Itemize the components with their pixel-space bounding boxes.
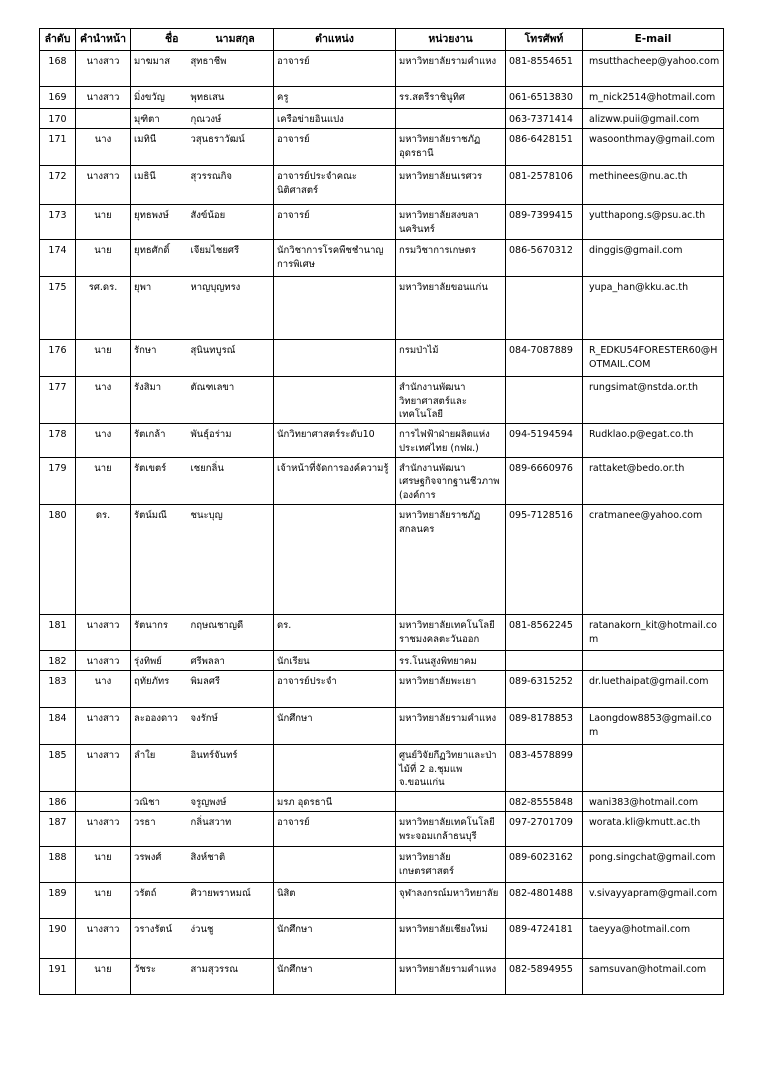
row-title: นาย	[76, 204, 131, 239]
row-title: นาย	[76, 239, 131, 276]
row-number: 169	[40, 87, 76, 109]
row-phone: 094-5194594	[506, 424, 583, 458]
row-last-name: สุทธาชีพ	[188, 51, 274, 87]
row-position: นิสิต	[274, 882, 396, 918]
header-organization: หน่วยงาน	[396, 29, 506, 51]
header-no: ลำดับ	[40, 29, 76, 51]
table-row	[40, 51, 724, 87]
row-number: 178	[40, 424, 76, 458]
table-row	[40, 707, 724, 744]
table-row	[40, 846, 724, 882]
row-email: dr.luethaipat@gmail.com	[583, 670, 724, 707]
row-position	[274, 376, 396, 423]
table-row	[40, 87, 724, 109]
row-title: นาง	[76, 376, 131, 423]
row-first-name: วณิชา	[131, 792, 188, 812]
row-phone: 089-4724181	[506, 918, 583, 958]
row-number: 180	[40, 504, 76, 614]
table-header-row	[40, 29, 724, 51]
row-phone: 081-8554651	[506, 51, 583, 87]
row-title: ดร.	[76, 504, 131, 614]
row-organization	[396, 109, 506, 129]
row-first-name: รัตนากร	[131, 614, 188, 650]
row-email: Rudklao.p@egat.co.th	[583, 424, 724, 458]
row-number: 175	[40, 276, 76, 339]
row-organization: มหาวิทยาลัยเทคโนโลยีพระจอมเกล้าธนบุรี	[396, 811, 506, 846]
row-first-name: เมธินี	[131, 165, 188, 204]
row-last-name: จงรักษ์	[188, 707, 274, 744]
table-row	[40, 504, 724, 614]
row-email: R_EDKU54FORESTER60@HOTMAIL.COM	[583, 339, 724, 376]
row-number: 184	[40, 707, 76, 744]
table-row	[40, 958, 724, 994]
row-phone	[506, 650, 583, 670]
row-phone: 089-8178853	[506, 707, 583, 744]
row-phone: 089-7399415	[506, 204, 583, 239]
row-phone: 089-6023162	[506, 846, 583, 882]
row-position: นักวิชาการโรคพืชชำนาญการพิเศษ	[274, 239, 396, 276]
table-row	[40, 376, 724, 423]
row-first-name: วรางรัตน์	[131, 918, 188, 958]
row-position: ดร.	[274, 614, 396, 650]
table-row	[40, 128, 724, 165]
row-organization: มหาวิทยาลัยรามคำแหง	[396, 958, 506, 994]
row-first-name: มิ่งขวัญ	[131, 87, 188, 109]
row-email: rattaket@bedo.or.th	[583, 457, 724, 504]
row-email	[583, 650, 724, 670]
row-first-name: รัตเขตร์	[131, 457, 188, 504]
row-email: wani383@hotmail.com	[583, 792, 724, 812]
row-organization: มหาวิทยาลัยเกษตรศาสตร์	[396, 846, 506, 882]
row-first-name: วรัตถ์	[131, 882, 188, 918]
row-organization: กรมป่าไม้	[396, 339, 506, 376]
row-title: นางสาว	[76, 165, 131, 204]
row-organization: มหาวิทยาลัยนเรศวร	[396, 165, 506, 204]
row-first-name: มุฑิตา	[131, 109, 188, 129]
row-email: rungsimat@nstda.or.th	[583, 376, 724, 423]
header-email: E-mail	[583, 29, 724, 51]
row-first-name: เมทินี	[131, 128, 188, 165]
row-email: msutthacheep@yahoo.com	[583, 51, 724, 87]
table-row	[40, 918, 724, 958]
row-last-name: จรูญพงษ์	[188, 792, 274, 812]
row-last-name: ตัณฑเลขา	[188, 376, 274, 423]
row-position: เครือข่ายอินแปง	[274, 109, 396, 129]
row-number: 182	[40, 650, 76, 670]
row-position: อาจารย์	[274, 811, 396, 846]
row-position: ครู	[274, 87, 396, 109]
row-title: นางสาว	[76, 51, 131, 87]
row-title: นาง	[76, 670, 131, 707]
row-phone: 063-7371414	[506, 109, 583, 129]
row-number: 179	[40, 457, 76, 504]
row-position	[274, 339, 396, 376]
row-email: ratanakorn_kit@hotmail.com	[583, 614, 724, 650]
row-position: อาจารย์	[274, 128, 396, 165]
row-organization: การไฟฟ้าฝ่ายผลิตแห่งประเทศไทย (กฟผ.)	[396, 424, 506, 458]
row-organization: มหาวิทยาลัยราชภัฏสกลนคร	[396, 504, 506, 614]
table-row	[40, 276, 724, 339]
row-last-name: เชยกลิ่น	[188, 457, 274, 504]
row-phone: 081-8562245	[506, 614, 583, 650]
row-phone	[506, 276, 583, 339]
row-last-name: วสุนธราวัฒน์	[188, 128, 274, 165]
table-row	[40, 109, 724, 129]
row-first-name: รัตเกล้า	[131, 424, 188, 458]
row-number: 171	[40, 128, 76, 165]
row-title: นาย	[76, 958, 131, 994]
row-last-name: สุวรรณกิจ	[188, 165, 274, 204]
row-title: นาง	[76, 128, 131, 165]
row-title	[76, 109, 131, 129]
row-number: 170	[40, 109, 76, 129]
row-last-name: ศิวายพราหมณ์	[188, 882, 274, 918]
row-organization: สำนักงานพัฒนาวิทยาศาสตร์และเทคโนโลยี	[396, 376, 506, 423]
row-last-name: กลิ่นสวาท	[188, 811, 274, 846]
row-email: yupa_han@kku.ac.th	[583, 276, 724, 339]
row-number: 188	[40, 846, 76, 882]
row-organization: จุฬาลงกรณ์มหาวิทยาลัย	[396, 882, 506, 918]
row-last-name: เจียมไชยศรี	[188, 239, 274, 276]
row-email	[583, 744, 724, 791]
row-title	[76, 792, 131, 812]
row-email: taeyya@hotmail.com	[583, 918, 724, 958]
row-position: นักศึกษา	[274, 707, 396, 744]
row-email: wasoonthmay@gmail.com	[583, 128, 724, 165]
row-organization: กรมวิชาการเกษตร	[396, 239, 506, 276]
row-title: นางสาว	[76, 744, 131, 791]
row-last-name: สิงห์ชาติ	[188, 846, 274, 882]
row-position: อาจารย์	[274, 51, 396, 87]
row-position: อาจารย์	[274, 204, 396, 239]
row-number: 177	[40, 376, 76, 423]
row-organization	[396, 792, 506, 812]
table-row	[40, 792, 724, 812]
row-phone: 082-4801488	[506, 882, 583, 918]
row-phone: 084-7087889	[506, 339, 583, 376]
row-title: นาย	[76, 339, 131, 376]
row-position: นักเรียน	[274, 650, 396, 670]
row-email: dinggis@gmail.com	[583, 239, 724, 276]
table-row	[40, 650, 724, 670]
row-last-name: อินทร์จันทร์	[188, 744, 274, 791]
row-last-name: ศรีพลลา	[188, 650, 274, 670]
row-number: 191	[40, 958, 76, 994]
row-title: นางสาว	[76, 707, 131, 744]
row-phone: 086-6428151	[506, 128, 583, 165]
row-first-name: วรธา	[131, 811, 188, 846]
row-organization: สำนักงานพัฒนาเศรษฐกิจจากฐานชีวภาพ (องค์การ	[396, 457, 506, 504]
row-first-name: ยุพา	[131, 276, 188, 339]
row-phone: 061-6513830	[506, 87, 583, 109]
row-last-name: กุณวงษ์	[188, 109, 274, 129]
row-title: นางสาว	[76, 614, 131, 650]
row-last-name: กฤษณชาญดี	[188, 614, 274, 650]
row-first-name: ลำใย	[131, 744, 188, 791]
row-last-name: สังข์น้อย	[188, 204, 274, 239]
header-last-name: นามสกุล	[188, 29, 274, 51]
row-number: 187	[40, 811, 76, 846]
row-phone: 082-8555848	[506, 792, 583, 812]
row-phone: 089-6315252	[506, 670, 583, 707]
row-organization: มหาวิทยาลัยสงขลานครินทร์	[396, 204, 506, 239]
participant-table	[39, 28, 724, 995]
row-number: 183	[40, 670, 76, 707]
row-title: นาง	[76, 424, 131, 458]
row-email: methinees@nu.ac.th	[583, 165, 724, 204]
row-organization: รร.สตรีราชินูทิศ	[396, 87, 506, 109]
row-title: นางสาว	[76, 87, 131, 109]
row-last-name: ง่วนชู	[188, 918, 274, 958]
row-phone: 081-2578106	[506, 165, 583, 204]
row-position: อาจารย์ประจำคณะนิติศาสตร์	[274, 165, 396, 204]
row-last-name: พุทธเสน	[188, 87, 274, 109]
row-number: 181	[40, 614, 76, 650]
row-number: 186	[40, 792, 76, 812]
row-title: นาย	[76, 457, 131, 504]
row-organization: มหาวิทยาลัยพะเยา	[396, 670, 506, 707]
row-first-name: วัชระ	[131, 958, 188, 994]
row-organization: มหาวิทยาลัยเทคโนโลยีราชมงคลตะวันออก	[396, 614, 506, 650]
row-last-name: หาญบุญทรง	[188, 276, 274, 339]
row-email: alizww.puii@gmail.com	[583, 109, 724, 129]
row-number: 176	[40, 339, 76, 376]
row-first-name: รักษา	[131, 339, 188, 376]
row-phone: 086-5670312	[506, 239, 583, 276]
table-row	[40, 457, 724, 504]
row-first-name: ยุทธพงษ์	[131, 204, 188, 239]
row-number: 190	[40, 918, 76, 958]
row-phone: 083-4578899	[506, 744, 583, 791]
row-position: เจ้าหน้าที่จัดการองค์ความรู้	[274, 457, 396, 504]
row-position: นักศึกษา	[274, 958, 396, 994]
row-first-name: ฤทัยภัทร	[131, 670, 188, 707]
row-email: samsuvan@hotmail.com	[583, 958, 724, 994]
row-title: นาย	[76, 882, 131, 918]
row-last-name: สามสุวรรณ	[188, 958, 274, 994]
header-phone: โทรศัพท์	[506, 29, 583, 51]
row-position	[274, 846, 396, 882]
header-position: ตำแหน่ง	[274, 29, 396, 51]
row-phone: 097-2701709	[506, 811, 583, 846]
table-row	[40, 339, 724, 376]
header-title: คำนำหน้า	[76, 29, 131, 51]
row-phone	[506, 376, 583, 423]
row-first-name: รุ่งทิพย์	[131, 650, 188, 670]
row-organization: รร.โนนสูงพิทยาคม	[396, 650, 506, 670]
row-position: อาจารย์ประจำ	[274, 670, 396, 707]
header-first-name: ชื่อ	[131, 29, 188, 51]
row-phone: 082-5894955	[506, 958, 583, 994]
table-row	[40, 204, 724, 239]
row-phone: 095-7128516	[506, 504, 583, 614]
table-row	[40, 882, 724, 918]
row-first-name: ยุทธศักดิ์	[131, 239, 188, 276]
row-last-name: สุนินทบูรณ์	[188, 339, 274, 376]
row-title: นาย	[76, 846, 131, 882]
row-position	[274, 276, 396, 339]
table-row	[40, 744, 724, 791]
participant-list-page	[39, 28, 723, 995]
row-position: นักศึกษา	[274, 918, 396, 958]
row-first-name: รังสิมา	[131, 376, 188, 423]
row-phone: 089-6660976	[506, 457, 583, 504]
row-number: 174	[40, 239, 76, 276]
row-first-name: มาฆมาส	[131, 51, 188, 87]
row-number: 185	[40, 744, 76, 791]
row-number: 173	[40, 204, 76, 239]
row-position: นักวิทยาศาสตร์ระดับ10	[274, 424, 396, 458]
row-organization: มหาวิทยาลัยราชภัฏอุดรธานี	[396, 128, 506, 165]
row-last-name: พิมลศรี	[188, 670, 274, 707]
table-row	[40, 239, 724, 276]
row-email: v.sivayyapram@gmail.com	[583, 882, 724, 918]
row-email: worata.kli@kmutt.ac.th	[583, 811, 724, 846]
row-email: cratmanee@yahoo.com	[583, 504, 724, 614]
row-position	[274, 504, 396, 614]
row-last-name: ชนะบุญ	[188, 504, 274, 614]
row-organization: มหาวิทยาลัยรามคำแหง	[396, 51, 506, 87]
row-first-name: ละอองดาว	[131, 707, 188, 744]
row-email: Laongdow8853@gmail.com	[583, 707, 724, 744]
row-title: รศ.ดร.	[76, 276, 131, 339]
row-email: pong.singchat@gmail.com	[583, 846, 724, 882]
table-row	[40, 670, 724, 707]
table-row	[40, 424, 724, 458]
row-number: 189	[40, 882, 76, 918]
row-title: นางสาว	[76, 811, 131, 846]
row-organization: มหาวิทยาลัยรามคำแหง	[396, 707, 506, 744]
row-first-name: รัตน์มณี	[131, 504, 188, 614]
table-row	[40, 165, 724, 204]
row-organization: มหาวิทยาลัยเชียงใหม่	[396, 918, 506, 958]
row-number: 168	[40, 51, 76, 87]
row-number: 172	[40, 165, 76, 204]
row-position	[274, 744, 396, 791]
row-first-name: วรพงศ์	[131, 846, 188, 882]
row-title: นางสาว	[76, 650, 131, 670]
row-position: มรภ อุดรธานี	[274, 792, 396, 812]
row-organization: ศูนย์วิจัยกีฏวิทยาและป่าไม้ที่ 2 อ.ชุมแพ จ.ขอนแก่น	[396, 744, 506, 791]
row-title: นางสาว	[76, 918, 131, 958]
row-last-name: พันธุ์อร่าม	[188, 424, 274, 458]
row-email: yutthapong.s@psu.ac.th	[583, 204, 724, 239]
table-row	[40, 614, 724, 650]
row-organization: มหาวิทยาลัยขอนแก่น	[396, 276, 506, 339]
row-email: m_nick2514@hotmail.com	[583, 87, 724, 109]
table-row	[40, 811, 724, 846]
